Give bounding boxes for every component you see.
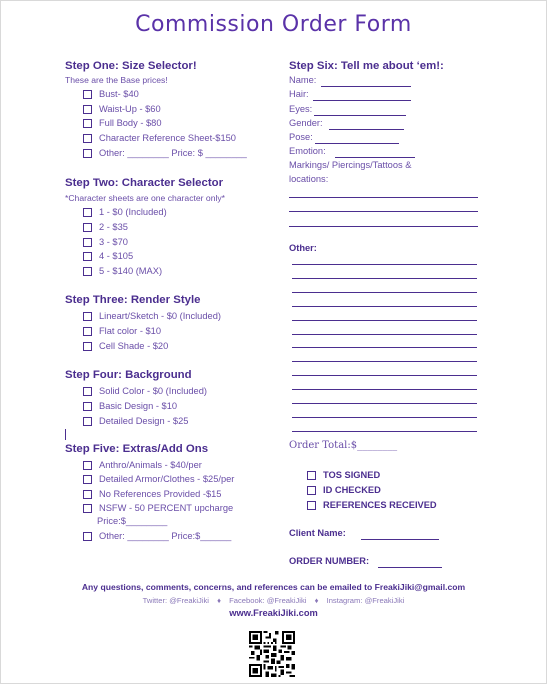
checkbox-icon[interactable] [83, 417, 92, 426]
emotion-label: Emotion: [289, 146, 326, 156]
render-lineart[interactable]: Lineart/Sketch - $0 (Included) [83, 311, 221, 321]
client-name-field[interactable] [361, 539, 439, 540]
extra-nsfw[interactable]: NSFW - 50 PERCENT upcharge [83, 503, 233, 513]
other-line[interactable] [292, 264, 477, 265]
size-full-body[interactable]: Full Body - $80 [83, 118, 162, 128]
checkbox-icon[interactable] [307, 486, 316, 495]
other-line[interactable] [292, 334, 477, 335]
client-name-label: Client Name: [289, 528, 346, 538]
id-checked-check[interactable]: ID CHECKED [307, 485, 381, 495]
checkbox-icon[interactable] [83, 312, 92, 321]
order-total[interactable]: Order Total:$________ [289, 440, 398, 451]
hair-field[interactable] [313, 100, 411, 101]
diamond-separator-icon: ♦ [217, 596, 221, 605]
pose-field[interactable] [315, 143, 399, 144]
other-line[interactable] [292, 347, 477, 348]
other-line[interactable] [292, 417, 477, 418]
checkbox-icon[interactable] [83, 532, 92, 541]
other-line[interactable] [292, 403, 477, 404]
extra-armor[interactable]: Detailed Armor/Clothes - $25/per [83, 474, 234, 484]
extra-anthro[interactable]: Anthro/Animals - $40/per [83, 460, 202, 470]
step1-heading: Step One: Size Selector! [65, 60, 197, 72]
twitter-handle[interactable]: Twitter: @FreakiJiki [142, 596, 209, 605]
diamond-separator-icon: ♦ [314, 596, 319, 605]
extra-no-refs[interactable]: No References Provided -$15 [83, 489, 221, 499]
locations-label: locations: [289, 174, 329, 184]
references-received-check[interactable]: REFERENCES RECEIVED [307, 500, 437, 510]
checkbox-icon[interactable] [307, 471, 316, 480]
checkbox-icon[interactable] [83, 267, 92, 276]
pose-label: Pose: [289, 132, 313, 142]
facebook-handle[interactable]: Facebook: @FreakiJiki [229, 596, 307, 605]
bg-solid[interactable]: Solid Color - $0 (Included) [83, 386, 207, 396]
other-label: Other: [289, 243, 317, 253]
checkbox-icon[interactable] [83, 461, 92, 470]
checkbox-icon[interactable] [307, 501, 316, 510]
emotion-field[interactable] [335, 157, 415, 158]
checkbox-icon[interactable] [83, 208, 92, 217]
contact-text: Any questions, comments, concerns, and references can be emailed to FreakiJiki@gmail.com [81, 582, 466, 592]
other-line[interactable] [292, 375, 477, 376]
other-line[interactable] [292, 306, 477, 307]
checkbox-icon[interactable] [83, 490, 92, 499]
other-line[interactable] [292, 292, 477, 293]
social-links [0, 596, 547, 605]
checkbox-icon[interactable] [83, 342, 92, 351]
other-line[interactable] [292, 431, 477, 432]
checkbox-icon[interactable] [83, 327, 92, 336]
other-line[interactable] [292, 320, 477, 321]
chars-5[interactable]: 5 - $140 (MAX) [83, 266, 162, 276]
markings-label: Markings/ Piercings/Tattoos & [289, 160, 412, 170]
hair-label: Hair: [289, 89, 309, 99]
other-line[interactable] [292, 278, 477, 279]
markings-line-1[interactable] [289, 197, 478, 198]
step1-note: These are the Base prices! [65, 75, 168, 85]
step3-heading: Step Three: Render Style [65, 294, 201, 306]
qr-code-icon[interactable] [249, 631, 295, 677]
order-number-label: ORDER NUMBER: [289, 556, 370, 566]
checkbox-icon[interactable] [83, 238, 92, 247]
bg-detailed[interactable]: Detailed Design - $25 [83, 416, 188, 426]
website-link[interactable]: www.FreakiJiki.com [229, 608, 318, 618]
chars-2[interactable]: 2 - $35 [83, 222, 128, 232]
step2-note: *Character sheets are one character only* [65, 193, 226, 203]
size-bust[interactable]: Bust- $40 [83, 89, 139, 99]
order-number-field[interactable] [378, 567, 442, 568]
checkbox-icon[interactable] [83, 387, 92, 396]
nsfw-price[interactable]: Price:$________ [97, 516, 168, 526]
page-title: Commission Order Form [135, 12, 412, 37]
size-other[interactable]: Other: ________ Price: $ ________ [83, 148, 247, 158]
gender-field[interactable] [329, 129, 404, 130]
eyes-label: Eyes: [289, 104, 313, 114]
checkbox-icon[interactable] [83, 119, 92, 128]
step4-heading: Step Four: Background [65, 369, 192, 381]
instagram-handle[interactable]: Instagram: @FreakiJiki [326, 596, 405, 605]
gender-label: Gender: [289, 118, 323, 128]
extra-other[interactable]: Other: ________ Price:$______ [83, 531, 231, 541]
markings-line-3[interactable] [289, 226, 478, 227]
step5-heading: Step Five: Extras/Add Ons [65, 443, 209, 455]
text-cursor [65, 429, 66, 440]
checkbox-icon[interactable] [83, 402, 92, 411]
checkbox-icon[interactable] [83, 105, 92, 114]
size-ref-sheet[interactable]: Character Reference Sheet-$150 [83, 133, 236, 143]
render-flat[interactable]: Flat color - $10 [83, 326, 161, 336]
checkbox-icon[interactable] [83, 134, 92, 143]
markings-line-2[interactable] [289, 211, 478, 212]
render-cell-shade[interactable]: Cell Shade - $20 [83, 341, 168, 351]
step2-heading: Step Two: Character Selector [65, 177, 224, 189]
checkbox-icon[interactable] [83, 504, 92, 513]
chars-4[interactable]: 4 - $105 [83, 251, 133, 261]
name-field[interactable] [321, 86, 411, 87]
other-line[interactable] [292, 389, 477, 390]
name-label: Name: [289, 75, 317, 85]
checkbox-icon[interactable] [83, 252, 92, 261]
bg-basic[interactable]: Basic Design - $10 [83, 401, 177, 411]
chars-1[interactable]: 1 - $0 (Included) [83, 207, 167, 217]
checkbox-icon[interactable] [83, 149, 92, 158]
other-line[interactable] [292, 361, 477, 362]
checkbox-icon[interactable] [83, 90, 92, 99]
size-waist-up[interactable]: Waist-Up - $60 [83, 104, 161, 114]
checkbox-icon[interactable] [83, 475, 92, 484]
tos-signed-check[interactable]: TOS SIGNED [307, 470, 380, 480]
chars-3[interactable]: 3 - $70 [83, 237, 128, 247]
eyes-field[interactable] [314, 115, 406, 116]
checkbox-icon[interactable] [83, 223, 92, 232]
step6-heading: Step Six: Tell me about ‘em!: [289, 60, 444, 72]
